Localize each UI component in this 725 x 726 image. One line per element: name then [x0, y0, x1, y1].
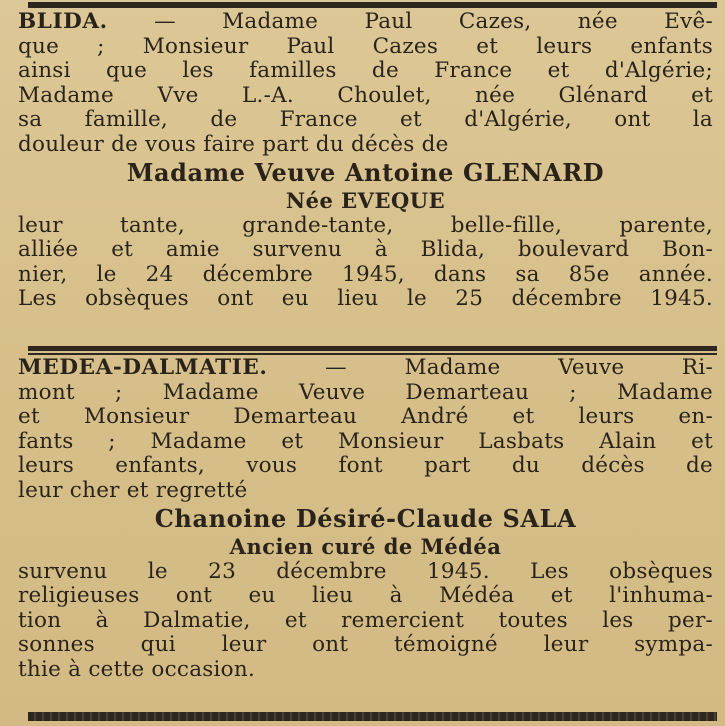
notice-line: survenu le 23 décembre 1945. Les obsèques: [18, 559, 713, 584]
notice-line: thie à cette occasion.: [18, 657, 256, 682]
notice-line: tion à Dalmatie, et remercient toutes les per-: [18, 608, 713, 633]
notice-line: mont ; Madame Veuve Demarteau ; Madame: [18, 380, 713, 405]
notice-line: ainsi que les familles de France et d'Algérie;: [18, 59, 713, 84]
deceased-name: Madame Veuve Antoine GLENARD: [126, 157, 605, 187]
notice-line: leur tante, grande-tante, belle-fille, parente,: [18, 213, 713, 238]
notice-line: sa famille, de France et d'Algérie, ont la: [18, 108, 713, 133]
bottom-rule: [28, 712, 717, 721]
separator-rule: [28, 346, 717, 351]
notice-line: BLIDA. — Madame Paul Cazes, née Evê-: [18, 10, 713, 34]
notice-line: nier, le 24 décembre 1945, dans sa 85e année.: [18, 262, 713, 287]
notice-line: religieuses ont eu lieu à Médéa et l'inhuma-: [18, 584, 713, 609]
notice-line: que ; Monsieur Paul Cazes et leurs enfants: [18, 34, 713, 59]
notice-place: BLIDA.: [18, 10, 108, 34]
top-rule: [28, 2, 717, 8]
deceased-subtitle: Ancien curé de Médéa: [229, 533, 502, 559]
notice-line: MEDEA-DALMATIE. — Madame Veuve Ri-: [18, 356, 713, 380]
notice-line: alliée et amie survenu à Blida, boulevard Bon-: [18, 238, 713, 263]
notice-line: Les obsèques ont eu lieu le 25 décembre 1945.: [18, 287, 713, 312]
deceased-name: Chanoine Désiré-Claude SALA: [154, 503, 577, 533]
separator-rule-thin: [28, 353, 717, 355]
notice-line: sonnes qui leur ont témoigné leur sympa-: [18, 633, 713, 658]
notice-line: Madame Vve L.-A. Choulet, née Glénard et: [18, 83, 713, 108]
notice-line: leurs enfants, vous font part du décès de: [18, 454, 713, 479]
notice-line: et Monsieur Demarteau André et leurs en-: [18, 405, 713, 430]
death-notice-blida: [18, 10, 713, 312]
notice-line: leur cher et regretté: [18, 478, 248, 503]
notice-line: fants ; Madame et Monsieur Lasbats Alain et: [18, 429, 713, 454]
notice-place: MEDEA-DALMATIE.: [18, 356, 268, 380]
deceased-subtitle: Née EVEQUE: [285, 187, 446, 213]
notice-line: douleur de vous faire part du décès de: [18, 132, 449, 157]
death-notice-medea: [18, 356, 713, 683]
